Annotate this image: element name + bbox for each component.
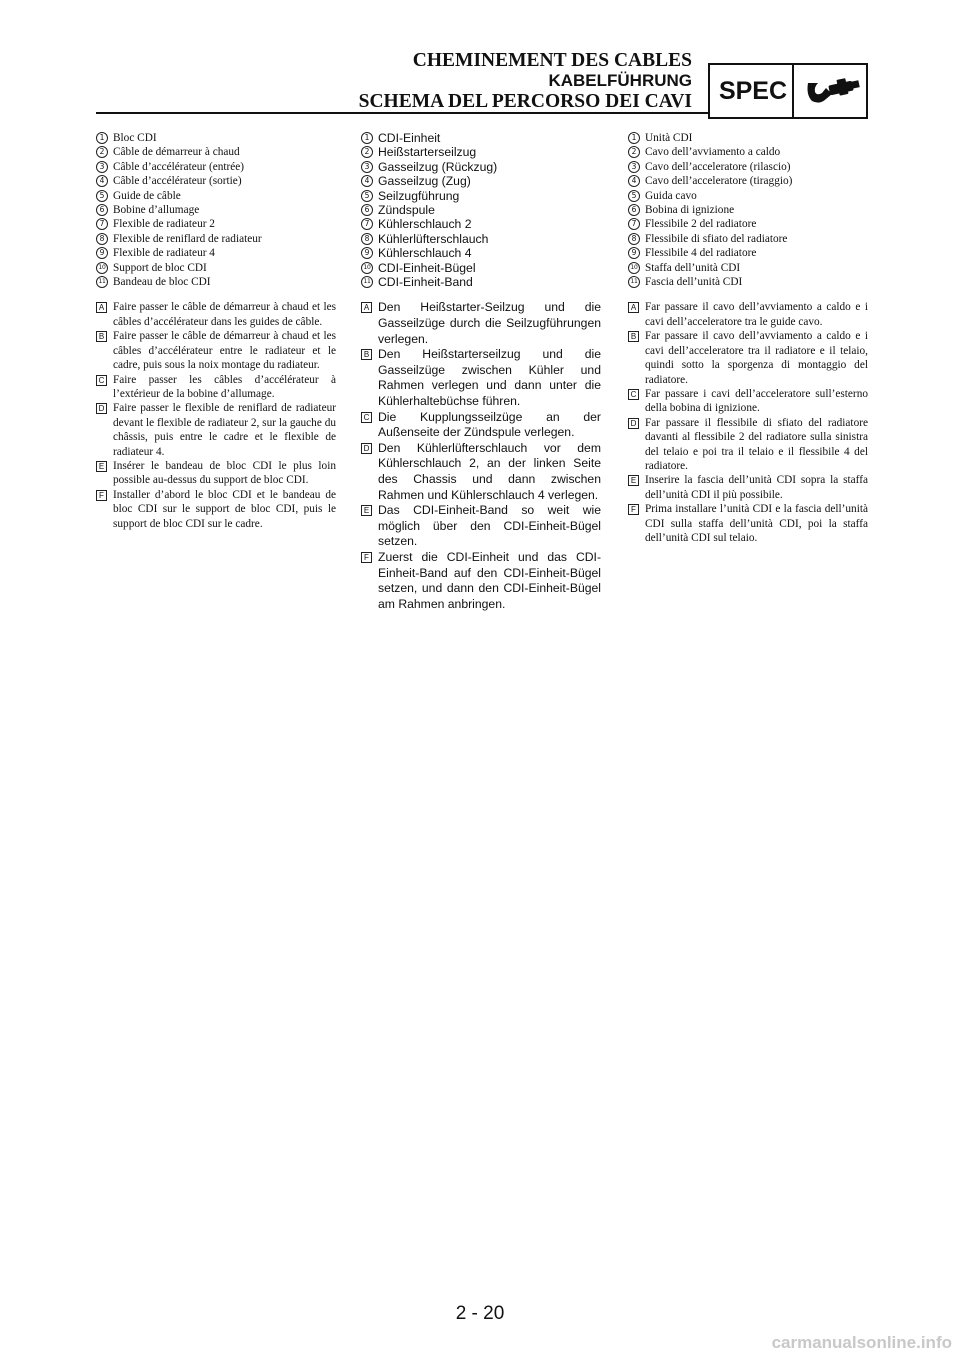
notes-list <box>628 300 868 545</box>
title-french: CHEMINEMENT DES CABLES <box>412 50 692 71</box>
part-label: Câble d’accélérateur (entrée) <box>113 160 245 173</box>
instruction-letter-badge: D <box>96 403 107 414</box>
instruction-letter-badge: A <box>96 302 107 313</box>
part-item <box>96 145 336 159</box>
part-number-badge: 6 <box>96 204 108 216</box>
part-number-badge: 7 <box>96 218 108 230</box>
part-label: CDI-Einheit-Band <box>378 275 473 290</box>
notes-list <box>361 300 601 612</box>
part-label: Gasseilzug (Zug) <box>378 174 471 189</box>
part-number-badge: 3 <box>628 161 640 173</box>
part-number-badge: 9 <box>628 247 640 259</box>
instruction-letter-badge: D <box>361 443 372 454</box>
part-item <box>361 131 601 145</box>
instruction-text: Far passare i cavi dell’acceleratore sull’esterno della bobina di ignizione. <box>645 387 868 415</box>
part-label: Câble de démarreur à chaud <box>113 146 240 159</box>
part-item <box>96 160 336 174</box>
instruction-item <box>96 488 336 531</box>
instruction-item <box>96 329 336 372</box>
instruction-item <box>628 300 868 329</box>
part-label: Bobine d’allumage <box>113 204 200 217</box>
part-item <box>361 189 601 203</box>
instruction-item <box>96 401 336 459</box>
instruction-letter-badge: C <box>628 389 639 400</box>
part-label: Bloc CDI <box>113 132 157 144</box>
part-number-badge: 11 <box>361 276 373 288</box>
part-number-badge: 1 <box>361 132 373 144</box>
instruction-letter-badge: B <box>96 331 107 342</box>
instruction-text: Far passare il flessibile di sfiato del radiatore davanti al flessibile 2 del radiatore sulla sinistra del telaio e poi tra il telaio e il flessibile 4 del radiatore. <box>645 416 868 472</box>
part-item <box>96 217 336 231</box>
title-german: KABELFÜHRUNG <box>548 71 692 90</box>
instruction-item <box>361 550 601 612</box>
part-label: Flexible de reniflard de radiateur <box>113 232 262 245</box>
part-label: Kühlerschlauch 4 <box>378 246 472 261</box>
part-number-badge: 2 <box>96 146 108 158</box>
part-number-badge: 4 <box>96 175 108 187</box>
part-item <box>628 160 868 174</box>
wrench-icon <box>802 75 862 109</box>
instruction-letter-badge: E <box>628 475 639 486</box>
part-item <box>96 261 336 275</box>
part-number-badge: 7 <box>628 218 640 230</box>
instruction-item <box>96 459 336 488</box>
instruction-item <box>361 503 601 550</box>
instruction-text: Far passare il cavo dell’avviamento a caldo e i cavi dell’acceleratore tra il radiatore e il telaio, quindi sotto la sporgenza di montaggio del radiatore. <box>645 330 868 386</box>
instruction-letter-badge: E <box>96 461 107 472</box>
part-item <box>361 217 601 231</box>
part-number-badge: 7 <box>361 218 373 230</box>
part-number-badge: 11 <box>96 276 108 288</box>
instruction-text: Den Kühlerlüfterschlauch vor dem Kühlerschlauch 2, an der linken Seite des Chassis und dann zwischen Rahmen und Kühlerschlauch 4 verlegen. <box>378 440 601 502</box>
instruction-item <box>628 387 868 416</box>
instruction-item <box>361 300 601 347</box>
part-label: Guida cavo <box>645 189 697 202</box>
part-item <box>628 217 868 231</box>
part-label: Heißstarterseilzug <box>378 145 477 160</box>
part-item <box>628 232 868 246</box>
part-item <box>628 246 868 260</box>
part-number-badge: 4 <box>628 175 640 187</box>
instruction-text: Prima installare l’unità CDI e la fascia dell’unità CDI sulla staffa dell’unità CDI, poi la staffa dell’unità CDI sul telaio. <box>645 503 868 544</box>
instruction-item <box>96 373 336 402</box>
part-label: Zündspule <box>378 203 435 218</box>
part-number-badge: 5 <box>628 190 640 202</box>
part-label: Fascia dell’unità CDI <box>645 276 743 289</box>
part-number-badge: 5 <box>361 190 373 202</box>
instruction-text: Zuerst die CDI-Einheit und das CDI-Einheit-Band auf den CDI-Einheit-Bügel setzen, und dann den CDI-Einheit-Bügel am Rahmen anbringen. <box>378 549 601 611</box>
instruction-item <box>628 329 868 387</box>
instruction-item <box>361 441 601 503</box>
part-number-badge: 2 <box>628 146 640 158</box>
part-number-badge: 9 <box>361 247 373 259</box>
notes-list <box>96 300 336 531</box>
part-label: Flessibile 2 del radiatore <box>645 218 757 231</box>
instruction-text: Den Heißstarterseilzug und die Gasseilzüge zwischen Kühler und Rahmen verlegen und dann unter die Kühlerhaltebüchse führen. <box>378 347 601 409</box>
part-item <box>361 261 601 275</box>
instruction-item <box>628 416 868 474</box>
part-number-badge: 3 <box>96 161 108 173</box>
part-number-badge: 1 <box>628 132 640 144</box>
part-item <box>361 174 601 188</box>
instruction-letter-badge: F <box>361 552 372 563</box>
part-label: Bobina di ignizione <box>645 204 735 217</box>
part-number-badge: 10 <box>628 262 640 274</box>
part-number-badge: 3 <box>361 161 373 173</box>
part-label: Unità CDI <box>645 132 693 144</box>
part-label: Flexible de radiateur 2 <box>113 218 215 231</box>
part-item <box>628 174 868 188</box>
section-badge-box <box>708 63 868 119</box>
part-item <box>361 203 601 217</box>
part-item <box>361 275 601 289</box>
part-label: Câble d’accélérateur (sortie) <box>113 175 242 188</box>
part-item <box>361 160 601 174</box>
part-item <box>96 246 336 260</box>
page-header <box>359 50 692 112</box>
instruction-item <box>628 473 868 502</box>
part-number-badge: 2 <box>361 146 373 158</box>
title-italian: SCHEMA DEL PERCORSO DEI CAVI <box>358 91 692 112</box>
part-label: Seilzugführung <box>378 188 460 203</box>
instruction-text: Faire passer le flexible de reniflard de radiateur devant le flexible de radiateur 2, sur la gauche du châssis, puis entre le cadre et le flexible de radiateur 4. <box>113 402 336 458</box>
section-badge: SPEC <box>714 65 794 117</box>
instruction-item <box>96 300 336 329</box>
part-number-badge: 8 <box>628 233 640 245</box>
part-number-badge: 6 <box>628 204 640 216</box>
instruction-text: Das CDI-Einheit-Band so weit wie möglich über den CDI-Einheit-Bügel setzen. <box>378 503 601 549</box>
part-item <box>96 203 336 217</box>
part-label: Flexible de radiateur 4 <box>113 247 215 260</box>
instruction-text: Faire passer les câbles d’accélérateur à l’extérieur de la bobine d’allumage. <box>113 373 336 400</box>
instruction-letter-badge: C <box>96 375 107 386</box>
instruction-letter-badge: E <box>361 505 372 516</box>
part-item <box>361 246 601 260</box>
instruction-letter-badge: B <box>361 349 372 360</box>
instruction-text: Installer d’abord le bloc CDI et le bandeau de bloc CDI sur le support de bloc CDI, puis le support de bloc CDI sur le cadre. <box>113 488 336 530</box>
part-item <box>628 261 868 275</box>
part-label: Flessibile di sfiato del radiatore <box>645 232 788 245</box>
part-item <box>628 189 868 203</box>
part-item <box>361 145 601 159</box>
part-label: Guide de câble <box>113 189 181 202</box>
part-label: Kühlerlüfterschlauch <box>378 231 489 246</box>
part-number-badge: 6 <box>361 204 373 216</box>
part-item <box>628 131 868 145</box>
part-item <box>96 131 336 145</box>
part-label: Support de bloc CDI <box>113 261 207 274</box>
instruction-item <box>628 502 868 545</box>
part-item <box>96 174 336 188</box>
part-label: CDI-Einheit-Bügel <box>378 260 476 275</box>
part-number-badge: 10 <box>361 262 373 274</box>
part-number-badge: 9 <box>96 247 108 259</box>
instruction-text: Inserire la fascia dell’unità CDI sopra la staffa dell’unità CDI il più possibile. <box>645 474 868 501</box>
part-item <box>96 275 336 289</box>
parts-list <box>361 131 601 289</box>
instruction-letter-badge: A <box>361 302 372 313</box>
part-number-badge: 8 <box>96 233 108 245</box>
part-label: Kühlerschlauch 2 <box>378 217 472 232</box>
column-italian <box>628 131 868 545</box>
parts-list <box>96 131 336 289</box>
instruction-letter-badge: F <box>628 504 639 515</box>
instruction-item <box>361 410 601 441</box>
part-label: Bandeau de bloc CDI <box>113 276 211 289</box>
part-number-badge: 10 <box>96 262 108 274</box>
instruction-text: Faire passer le câble de démarreur à chaud et les câbles d’accélérateur dans les guides de câble. <box>113 301 336 328</box>
instruction-text: Far passare il cavo dell’avviamento a caldo e i cavi dell’acceleratore tra le guide cavo. <box>645 301 868 328</box>
part-number-badge: 4 <box>361 175 373 187</box>
instruction-item <box>361 347 601 409</box>
instruction-text: Faire passer le câble de démarreur à chaud et les câbles d’accélérateur entre le radiateur et le cadre, puis sous la noix montage du radiateur. <box>113 330 336 372</box>
part-item <box>361 232 601 246</box>
part-number-badge: 8 <box>361 233 373 245</box>
instruction-text: Die Kupplungsseilzüge an der Außenseite der Zündspule verlegen. <box>378 409 601 440</box>
part-item <box>628 275 868 289</box>
part-label: Gasseilzug (Rückzug) <box>378 159 498 174</box>
part-number-badge: 1 <box>96 132 108 144</box>
watermark: carmanualsonline.info <box>771 1333 952 1352</box>
instruction-letter-badge: D <box>628 418 639 429</box>
instruction-letter-badge: C <box>361 412 372 423</box>
column-german <box>361 131 601 612</box>
instruction-letter-badge: A <box>628 302 639 313</box>
instruction-text: Insérer le bandeau de bloc CDI le plus loin possible au-dessus du support de bloc CDI. <box>113 459 336 487</box>
part-label: Staffa dell’unità CDI <box>645 261 741 274</box>
instruction-letter-badge: B <box>628 331 639 342</box>
part-item <box>96 232 336 246</box>
instruction-letter-badge: F <box>96 490 107 501</box>
part-item <box>628 145 868 159</box>
part-item <box>628 203 868 217</box>
part-label: Cavo dell’acceleratore (rilascio) <box>645 160 791 173</box>
instruction-text: Den Heißstarter-Seilzug und die Gasseilzüge durch die Seilzugführungen verlegen. <box>378 300 601 346</box>
part-item <box>96 189 336 203</box>
part-number-badge: 11 <box>628 276 640 288</box>
page-number: 2 - 20 <box>455 1303 505 1324</box>
header-rule <box>96 112 708 114</box>
column-french <box>96 131 336 531</box>
part-label: CDI-Einheit <box>378 131 441 145</box>
parts-list <box>628 131 868 289</box>
part-label: Flessibile 4 del radiatore <box>645 247 757 260</box>
part-number-badge: 5 <box>96 190 108 202</box>
part-label: Cavo dell’acceleratore (tiraggio) <box>645 175 793 188</box>
part-label: Cavo dell’avviamento a caldo <box>645 146 781 159</box>
